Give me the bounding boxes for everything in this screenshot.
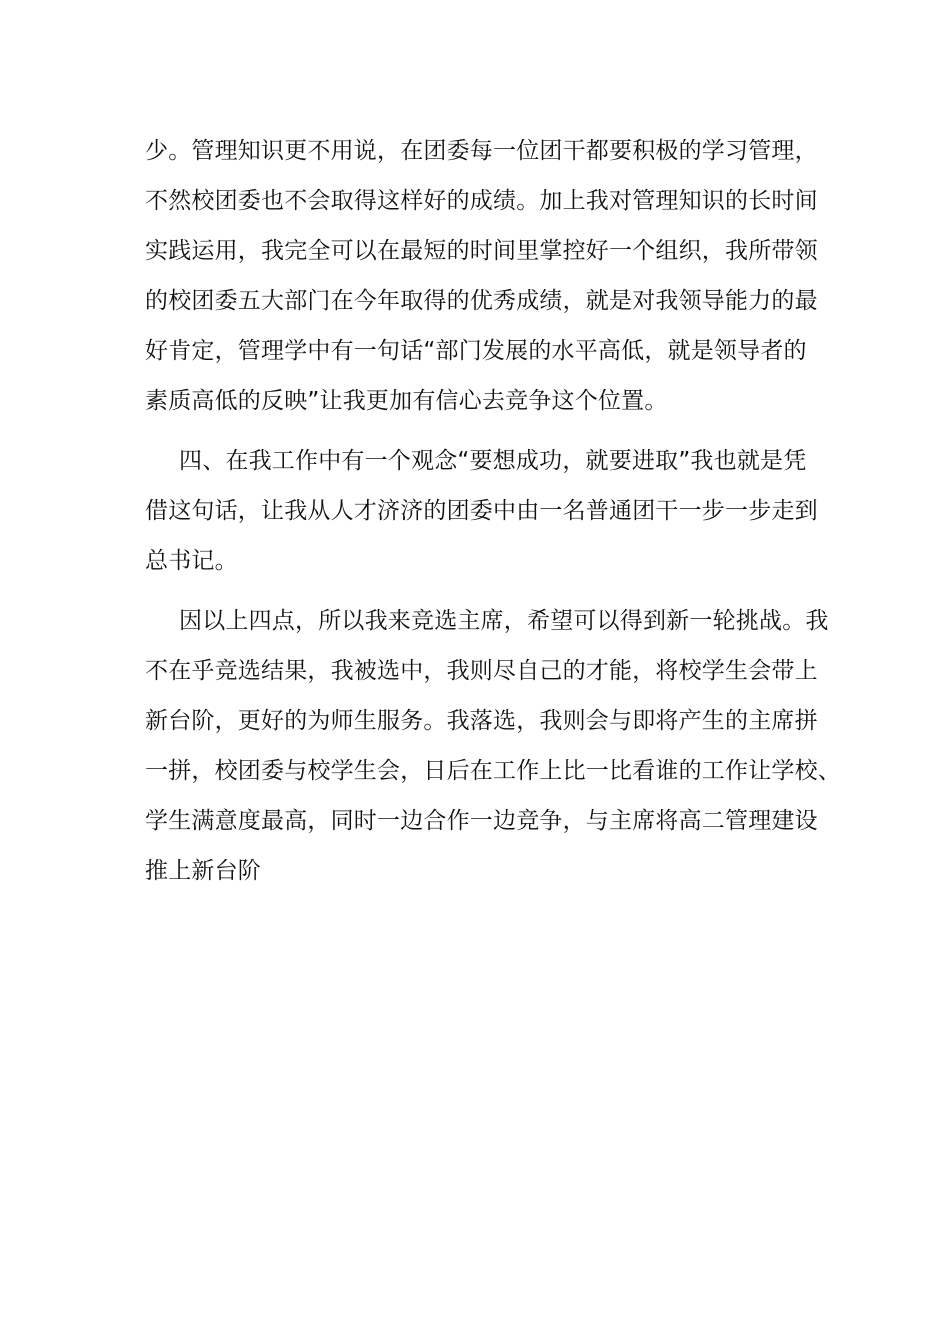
text-line: 素质高低的反映”让我更加有信心去竞争这个位置。 [145,388,668,414]
text-line: 新台阶，更好的为师生服务。我落选，我则会与即将产生的主席拼 [145,708,818,734]
text-line: 学生满意度最高，同时一边合作一边竞争，与主席将高二管理建设 [145,808,818,834]
text-line: 推上新台阶 [145,858,261,884]
text-line: 四、在我工作中有一个观念“要想成功，就要进取”我也就是凭 [179,448,807,474]
text-line: 实践运用，我完全可以在最短的时间里掌控好一个组织，我所带领 [145,238,818,264]
text-line: 不在乎竞选结果，我被选中，我则尽自己的才能，将校学生会带上 [145,658,818,684]
text-line: 总书记。 [145,548,238,574]
paragraph-2 [145,436,818,586]
text-line: 不然校团委也不会取得这样好的成绩。加上我对管理知识的长时间 [145,188,818,214]
text-line: 的校团委五大部门在今年取得的优秀成绩，就是对我领导能力的最 [145,288,818,314]
paragraph-3 [145,596,841,896]
text-line: 好肯定，管理学中有一句话“部门发展的水平高低，就是领导者的 [145,338,807,364]
document-body [145,126,841,906]
text-line: 借这句话，让我从人才济济的团委中由一名普通团干一步一步走到 [145,498,818,524]
text-line: 一拼，校团委与校学生会，日后在工作上比一比看谁的工作让学校、 [145,758,841,784]
text-line: 因以上四点，所以我来竞选主席，希望可以得到新一轮挑战。我 [179,608,829,634]
paragraph-1 [145,126,818,426]
text-line: 少。管理知识更不用说，在团委每一位团干都要积极的学习管理， [145,138,818,164]
